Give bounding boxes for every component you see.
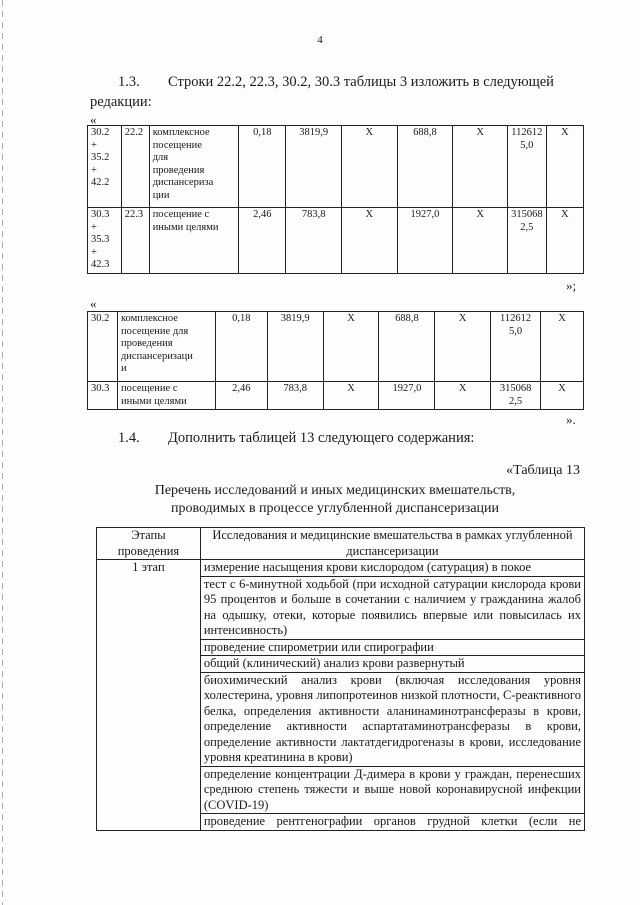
section-1-3-number: 1.3. [118, 74, 140, 90]
row-value-3: 688,8 [397, 126, 452, 208]
row-value-2: 3819,9 [267, 312, 323, 382]
table13 [96, 527, 585, 831]
section-1-3-text-line1: Строки 22.2, 22.3, 30.2, 30.3 таблицы 3 изложить в следующей [168, 74, 554, 90]
row-name: посещение с иными целями [149, 208, 238, 274]
row-value-2: 783,8 [286, 208, 341, 274]
row-number: 22.2 [121, 126, 149, 208]
amendment-table-a [87, 125, 584, 274]
row-x-2: X [435, 312, 491, 382]
list-item: общий (клинический) анализ крови развернутый [200, 656, 584, 673]
row-value-2: 3819,9 [286, 126, 341, 208]
table-row [97, 560, 585, 577]
row-x-2: X [435, 382, 491, 410]
table13-label: «Таблица 13 [506, 463, 580, 478]
closing-quote-b: ». [566, 412, 576, 427]
list-item: определение концентрации Д-димера в крови у граждан, перенесших среднюю степень тяжести и выше новой коронавирусной инфекции (COVID-19) [200, 766, 584, 814]
row-code: 30.2 + 35.2 + 42.2 [88, 126, 122, 208]
row-value-1: 0,18 [215, 312, 267, 382]
opening-quote-a: « [90, 112, 97, 127]
row-x-1: X [323, 382, 379, 410]
row-name: комплексное посещение для проведения диспансеризаци и [117, 312, 215, 382]
row-number: 30.2 [88, 312, 118, 382]
row-value-1: 2,46 [239, 208, 286, 274]
table-row [88, 312, 584, 382]
table-row [88, 208, 584, 274]
page-number: 4 [317, 34, 323, 46]
amendment-table-b [87, 311, 584, 410]
section-1-4-text: Дополнить таблицей 13 следующего содержания: [168, 430, 475, 446]
list-item: биохимический анализ крови (включая исследования уровня холестерина, уровня липопротеинов низкой плотности, С-реактивного белка, определения активности аланинаминотрансферазы в крови, определение активности аспартатаминотрансферазы в крови, определение активности лактатдегидрогеназы в крови, исследование уровня креатинина в крови) [200, 672, 584, 766]
header-research: Исследования и медицинские вмешательства в рамках углубленной диспансеризации [200, 528, 584, 560]
row-value-3: 688,8 [379, 312, 435, 382]
row-x-3: X [546, 126, 583, 208]
section-1-4 [118, 428, 580, 448]
row-value-3: 1927,0 [379, 382, 435, 410]
row-value-4: 315068 2,5 [508, 208, 547, 274]
table-row [88, 382, 584, 410]
table13-title-line2: проводимых в процессе углубленной диспансеризации [170, 501, 500, 516]
row-x-1: X [341, 208, 397, 274]
table-row [88, 126, 584, 208]
list-item: проведение рентгенографии органов грудной клетки (если не [200, 814, 584, 831]
row-x-3: X [541, 312, 584, 382]
row-value-4: 112612 5,0 [508, 126, 547, 208]
row-x-2: X [453, 208, 508, 274]
closing-quote-a: »; [566, 278, 577, 293]
row-number: 22.3 [121, 208, 149, 274]
list-item: проведение спирометрии или спирографии [200, 639, 584, 656]
scan-edge-artifact [2, 0, 3, 905]
row-value-4: 315068 2,5 [491, 382, 541, 410]
list-item: тест с 6-минутной ходьбой (при исходной сатурации кислорода крови 95 процентов и больше в сочетании с наличием у гражданина жалоб на одышку, отеки, которые появились впервые или повысилась их интенсивность) [200, 576, 584, 639]
section-1-3-text-line2: редакции: [90, 94, 152, 110]
row-value-1: 2,46 [215, 382, 267, 410]
row-x-1: X [341, 126, 397, 208]
row-value-2: 783,8 [267, 382, 323, 410]
row-name: комплексное посещение для проведения диспансериза ции [149, 126, 238, 208]
row-x-1: X [323, 312, 379, 382]
header-stage: Этапы проведения [97, 528, 201, 560]
table13-header-row [97, 528, 585, 560]
row-x-3: X [541, 382, 584, 410]
row-code: 30.3 + 35.3 + 42.3 [88, 208, 122, 274]
row-value-1: 0,18 [239, 126, 286, 208]
opening-quote-b: « [90, 296, 97, 311]
section-1-4-number: 1.4. [118, 430, 140, 446]
row-x-2: X [453, 126, 508, 208]
list-item: измерение насыщения крови кислородом (сатурация) в покое [200, 560, 584, 577]
row-name: посещение с иными целями [117, 382, 215, 410]
stage-1-cell: 1 этап [97, 560, 201, 831]
row-x-3: X [546, 208, 583, 274]
row-value-3: 1927,0 [397, 208, 452, 274]
table13-title-line1: Перечень исследований и иных медицинских вмешательств, [154, 483, 516, 498]
row-number: 30.3 [88, 382, 118, 410]
row-value-4: 112612 5,0 [491, 312, 541, 382]
section-1-3-line1 [118, 72, 580, 92]
